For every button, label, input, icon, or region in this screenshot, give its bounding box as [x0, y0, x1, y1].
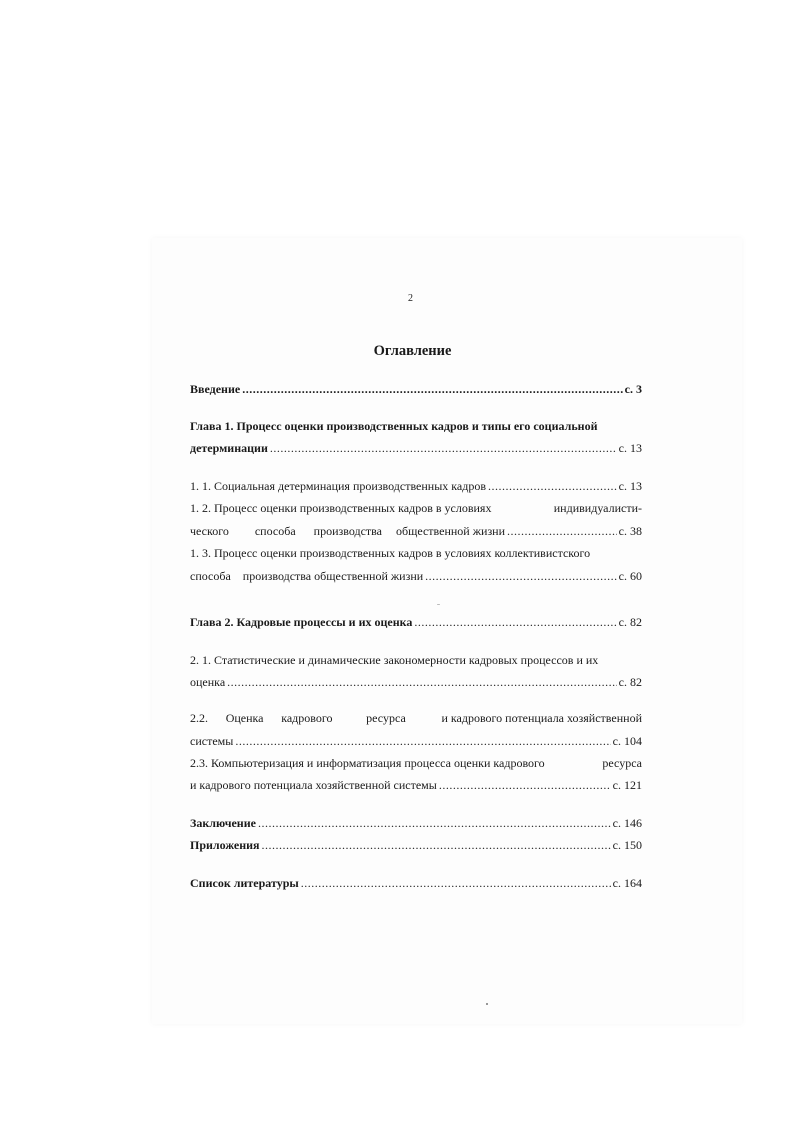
toc-entry-2-3[interactable]	[190, 778, 642, 793]
entry-label: способа производства общественной жизни	[190, 569, 424, 583]
toc-entry-1-2-line1[interactable]	[190, 501, 642, 516]
entry-text: ресурса	[366, 711, 406, 725]
entry-label: детерминации	[190, 441, 268, 455]
entry-text: 2.2.	[190, 711, 208, 725]
entry-text: и кадрового потенциала хозяйственной	[441, 711, 642, 725]
toc-entry-conclusion[interactable]	[190, 816, 642, 831]
dot-leader	[258, 816, 611, 831]
scan-speck	[486, 1003, 488, 1005]
entry-label: 1. 1. Социальная детерминация производственных кадров	[190, 479, 487, 493]
scan-speck	[437, 604, 440, 605]
entry-page: с. 82	[618, 615, 642, 629]
toc-entry-ch1-title[interactable]: Глава 1. Процесс оценки производственных кадров и типы его социальной	[190, 419, 598, 433]
dot-leader	[270, 441, 617, 456]
entry-page: с. 13	[618, 441, 642, 455]
toc-entry-2-2-line1[interactable]	[190, 711, 642, 726]
toc-entry-appendices[interactable]	[190, 838, 642, 853]
dot-leader	[414, 615, 616, 630]
entry-page: с. 13	[618, 479, 642, 493]
entry-label: Введение	[190, 382, 241, 396]
toc-entry-2-2[interactable]	[190, 734, 642, 749]
entry-page: с. 121	[612, 778, 642, 792]
entry-text: ресурса	[602, 756, 642, 770]
entry-text: ческого	[190, 524, 229, 538]
entry-label: оценка	[190, 675, 226, 689]
dot-leader	[425, 569, 617, 584]
toc-entry-ch2[interactable]	[190, 615, 642, 630]
entry-page: с. 104	[612, 734, 642, 748]
dot-leader	[262, 838, 611, 853]
dot-leader	[301, 876, 611, 891]
toc-entry-1-3-line1[interactable]: 1. 3. Процесс оценки производственных кадров в условиях коллективистского	[190, 546, 591, 560]
dot-leader	[439, 778, 611, 793]
entry-label: Список литературы	[190, 876, 299, 890]
toc-entry-references[interactable]	[190, 876, 642, 891]
entry-label: Заключение	[190, 816, 256, 830]
dot-leader	[507, 524, 617, 539]
entry-text: общественной жизни	[396, 524, 506, 538]
toc-entry-1-3[interactable]	[190, 569, 642, 584]
entry-label: и кадрового потенциала хозяйственной системы	[190, 778, 437, 792]
toc-entry-1-2[interactable]	[190, 524, 642, 539]
toc-entry-intro[interactable]	[190, 382, 642, 397]
entry-page: с. 38	[618, 524, 642, 538]
entry-label: Приложения	[190, 838, 260, 852]
entry-label: системы	[190, 734, 234, 748]
entry-page: с. 60	[618, 569, 642, 583]
entry-text: индивидуалисти-	[553, 501, 642, 515]
toc-entry-2-1[interactable]	[190, 675, 642, 690]
entry-text: Оценка	[225, 711, 264, 725]
toc-entry-2-1-line1[interactable]: 2. 1. Статистические и динамические закономерности кадровых процессов и их	[190, 653, 599, 667]
toc-entry-1-1[interactable]	[190, 479, 642, 494]
entry-text: кадрового	[281, 711, 333, 725]
entry-page: с. 146	[612, 816, 642, 830]
entry-text: 2.3. Компьютеризация и информатизация процесса оценки кадрового	[190, 756, 545, 770]
toc-title: Оглавление	[373, 343, 452, 359]
dot-leader	[227, 675, 617, 690]
entry-page: с. 3	[624, 382, 642, 396]
entry-page: с. 150	[612, 838, 642, 852]
dot-leader	[488, 479, 617, 494]
entry-text: способа	[254, 524, 296, 538]
dot-leader	[235, 734, 610, 749]
entry-page: с. 164	[612, 876, 642, 890]
entry-page: с. 82	[618, 675, 642, 689]
toc-entry-ch1[interactable]	[190, 441, 642, 456]
entry-text: производства	[313, 524, 382, 538]
page-number: 2	[408, 293, 413, 304]
dot-leader	[242, 382, 622, 397]
toc-entry-2-3-line1[interactable]	[190, 756, 642, 771]
entry-label: Глава 2. Кадровые процессы и их оценка	[190, 615, 413, 629]
entry-text: 1. 2. Процесс оценки производственных кадров в условиях	[190, 501, 492, 515]
